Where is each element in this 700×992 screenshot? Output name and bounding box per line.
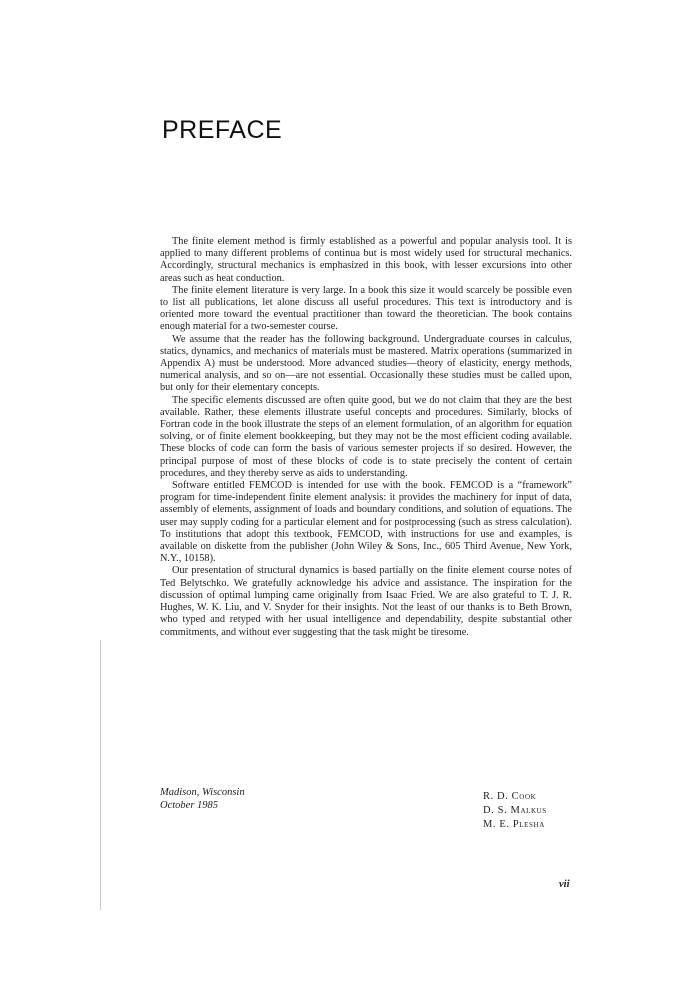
author-signatures [483,790,547,832]
preface-body [160,236,572,639]
paragraph-3: We assume that the reader has the following background. Undergraduate courses in calculus, statics, dynamics, and mechanics of materials must be mastered. Matrix operations (summarized in Appendix A) must be understood. More advanced studies—theory of elasticity, energy methods, numerical analysis, and so on—are not essential. Occasionally these studies must be called upon, but only for their elementary concepts. [160,333,572,394]
author-name: R. D. Cook [483,791,537,802]
author-name: D. S. Malkus [483,805,547,816]
scan-edge-line [100,640,101,910]
paragraph-5: Software entitled FEMCOD is intended for use with the book. FEMCOD is a “framework” program for time-independent finite element analysis: it provides the machinery for input of data, assembly of elements, assignment of loads and boundary conditions, and solution of equations. The user may supply coding for a particular element and for postprocessing (such as stress calculation). To institutions that adopt this textbook, FEMCOD, with instructions for use and examples, is available on diskette from the publisher (John Wiley & Sons, Inc., 605 Third Avenue, New York, N.Y., 10158). [160,480,572,565]
place: Madison, Wisconsin [160,787,245,798]
place-and-date [160,786,245,812]
paragraph-4: The specific elements discussed are often quite good, but we do not claim that they are the best available. Rather, these elements illustrate useful concepts and procedures. Similarly, blocks of Fortran code in the book illustrate the steps of an element formulation, of an algorithm for equation solving, or of finite element bookkeeping, but they may not be the most efficient coding available. These blocks of code can form the basis of various semester projects if so desired. However, the principal purpose of most of these blocks of code is to state precisely the content of certain procedures, and they thereby serve as aids to understanding. [160,394,572,479]
paragraph-1: The finite element method is firmly established as a powerful and popular analysis tool. It is applied to many different problems of continua but is most widely used for structural mechanics. Accordingly, structural mechanics is emphasized in this book, with lesser excursions into other areas such as heat conduction. [160,236,572,284]
paragraph-2: The finite element literature is very large. In a book this size it would scarcely be possible even to list all publications, let alone discuss all useful procedures. This text is introductory and is oriented more toward the eventual practitioner than toward the theoretician. The book contains enough material for a two-semester course. [160,284,572,333]
paragraph-6: Our presentation of structural dynamics is based partially on the finite element course notes of Ted Belytschko. We gratefully acknowledge his advice and assistance. The inspiration for the discussion of optimal lumping came originally from Isaac Fried. We are also grateful to T. J. R. Hughes, W. K. Liu, and V. Snyder for their insights. Not the least of our thanks is to Beth Brown, who typed and retyped with her usual intelligence and dependability, despite substantial other commitments, and without ever suggesting that the task might be tiresome. [160,565,572,638]
page-number: vii [559,879,570,890]
date: October 1985 [160,800,219,811]
page-title: PREFACE [162,116,283,144]
author-name: M. E. Plesha [483,819,545,830]
